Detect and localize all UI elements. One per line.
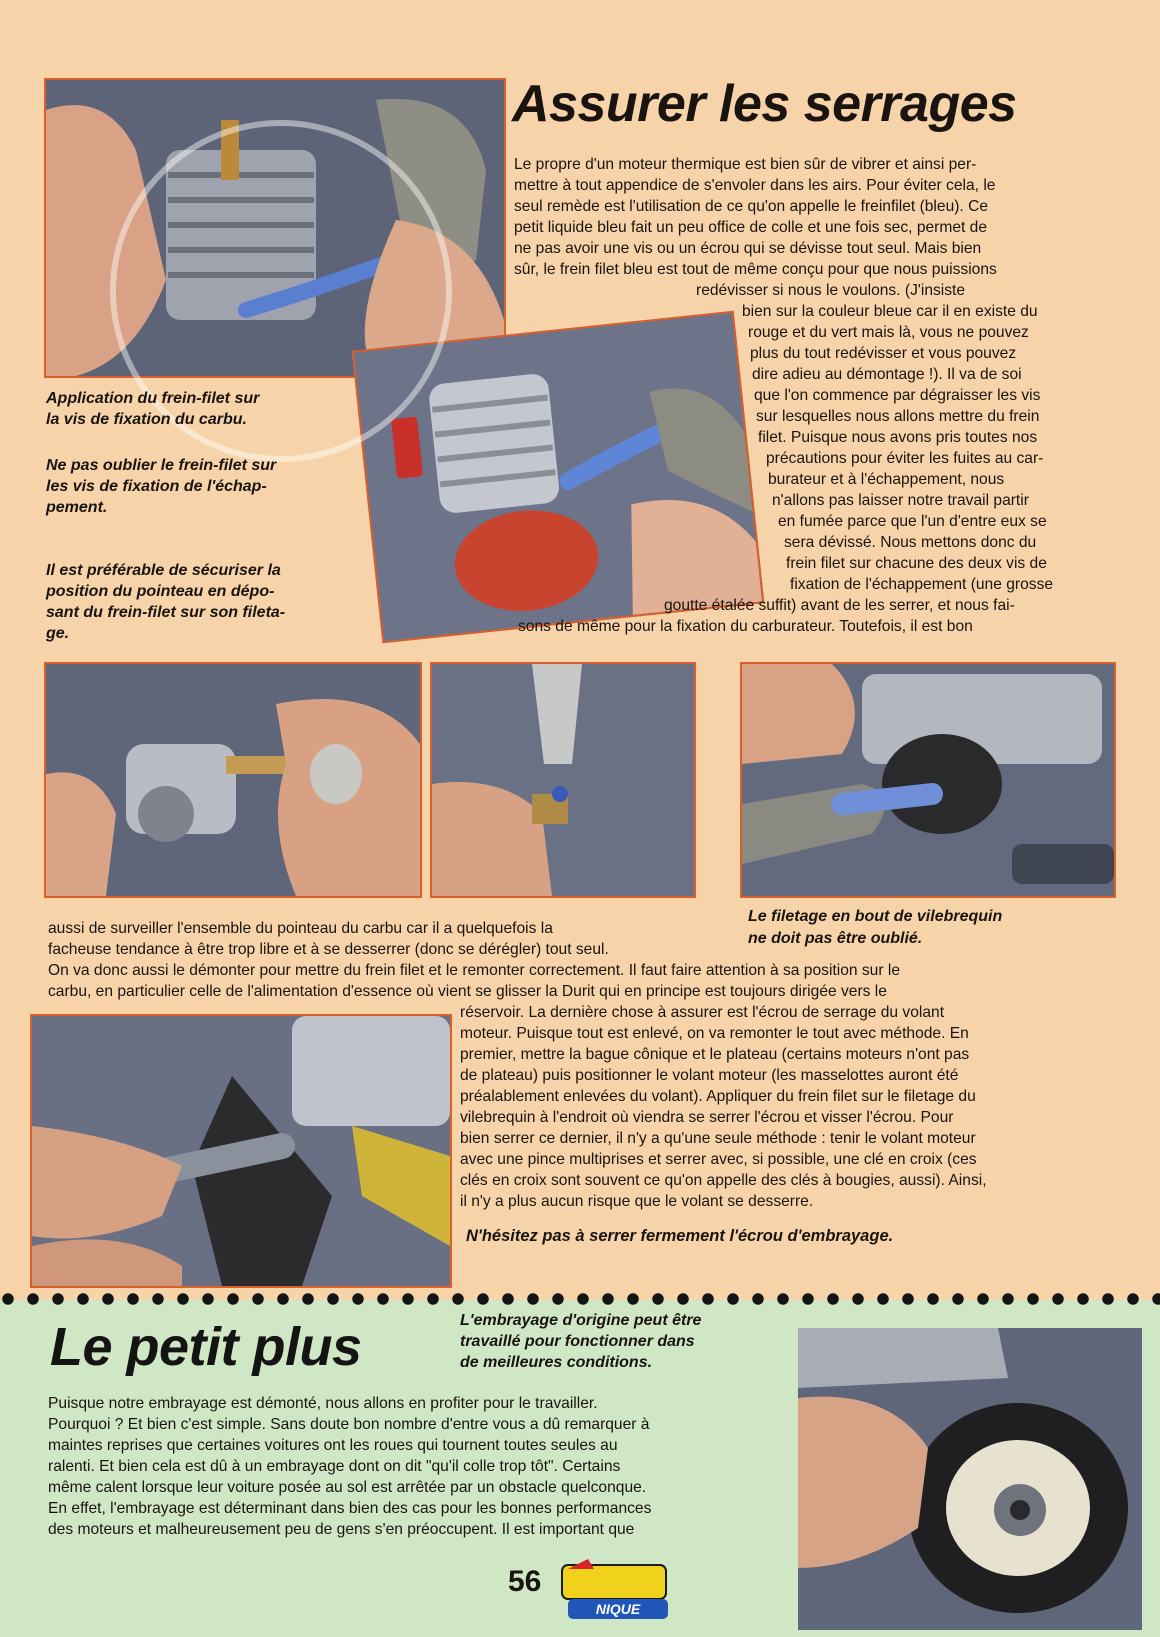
caption-line: L'embrayage d'origine peut être [460, 1312, 702, 1329]
caption-line: la vis de fixation du carbu. [46, 411, 247, 428]
body-line: clés en croix sont souvent ce qu'on appelle des clés à bougies, aussi). Ainsi, [460, 1172, 987, 1189]
body-line: plus du tout redévisser et vous pouvez [750, 345, 1017, 362]
intro-line: seul remède est l'utilisation de ce qu'on appelle le freinfilet (bleu). Ce [514, 198, 989, 215]
logo-text: NIQUE [595, 1601, 641, 1617]
body-line: filet. Puisque nous avons pris toutes nos [758, 429, 1038, 446]
caption-line: pement. [46, 499, 108, 516]
body-line: fixation de l'échappement (une grosse [790, 576, 1054, 593]
body-line: On va donc aussi le démonter pour mettre du frein filet et le remonter correctement. Il faut faire attention à sa position sur le [48, 962, 901, 979]
caption-line: position du pointeau en dépo- [46, 583, 275, 600]
caption-line: ge. [46, 625, 70, 642]
body-line: aussi de surveiller l'ensemble du pointeau du carbu car il a quelquefois la [48, 920, 553, 937]
intro-line: Le propre d'un moteur thermique est bien sûr de vibrer et ainsi per- [514, 156, 977, 173]
intro-line: mettre à tout appendice de s'envoler dans les airs. Pour éviter cela, le [514, 177, 996, 194]
caption-line: les vis de fixation de l'échap- [46, 478, 267, 495]
body-line: précautions pour éviter les fuites au car- [766, 450, 1044, 467]
sidebar-line: maintes reprises que certaines voitures ont les roues qui tournent toutes seules au [48, 1437, 618, 1454]
body-line: sons de même pour la fixation du carburateur. Toutefois, il est bon [518, 618, 973, 635]
caption-line: sant du frein-filet sur son fileta- [46, 604, 286, 621]
dotted-divider [0, 1291, 1160, 1307]
body-line: bien sur la couleur bleue car il en existe du [742, 303, 1038, 320]
caption-line: Ne pas oublier le frein-filet sur [46, 457, 277, 474]
body-line: de plateau) puis positionner le volant moteur (les masselottes auront été [460, 1067, 959, 1084]
caption-line: travaillé pour fonctionner dans [460, 1333, 695, 1350]
body-line: que l'on commence par dégraisser les vis [754, 387, 1041, 404]
body-line: moteur. Puisque tout est enlevé, on va remonter le tout avec méthode. En [460, 1025, 969, 1042]
caption-line: de meilleures conditions. [460, 1354, 653, 1371]
body-line: facheuse tendance à être trop libre et à se desserrer (donc se dérégler) tout seul. [48, 941, 609, 958]
magazine-logo [558, 1555, 676, 1621]
body-line: goutte étalée suffit) avant de les serrer, et nous fai- [664, 597, 1015, 614]
sidebar-line: même calent lorsque leur voiture posée au sol est arrêtée par un obstacle quelconque. [48, 1479, 647, 1496]
sidebar-line: des moteurs et malheureusement peu de gens s'en préoccupent. Il est important que [48, 1521, 635, 1538]
body-line: réservoir. La dernière chose à assurer est l'écrou de serrage du volant [460, 1004, 945, 1021]
body-line: redévisser si nous le voulons. (J'insiste [696, 282, 966, 299]
intro-line: ne pas avoir une vis ou un écrou qui se dévisse tout seul. Mais bien [514, 240, 982, 257]
body-line: sur lesquelles nous allons mettre du frein [756, 408, 1040, 425]
caption-line: Le filetage en bout de vilebrequin [748, 908, 1003, 925]
sidebar-line: Puisque notre embrayage est démonté, nous allons en profiter pour le travailler. [48, 1395, 598, 1412]
body-line: n'allons pas laisser notre travail partir [772, 492, 1029, 509]
intro-line: sûr, le frein filet bleu est tout de même conçu pour que nous puissions [514, 261, 997, 278]
body-line: carbu, en particulier celle de l'alimentation d'essence où vient se glisser la Durit qui en principe est toujours dirigée vers le [48, 983, 887, 1000]
body-line: burateur et à l'échappement, nous [768, 471, 1005, 488]
sidebar-line: ralenti. Et bien cela est dû à un embrayage dont on dit "qu'il colle trop tôt". Certains [48, 1458, 621, 1475]
intro-line: petit liquide bleu fait un peu office de colle et une fois sec, permet de [514, 219, 988, 236]
body-line: frein filet sur chacune des deux vis de [786, 555, 1047, 572]
body-line: dire adieu au démontage !). Il va de soi [752, 366, 1022, 383]
page-number: 56 [508, 1565, 542, 1598]
photo-carbu-frein-filet [44, 78, 506, 378]
body-line: vilebrequin à l'endroit où viendra se serrer l'écrou et visser l'écrou. Pour [460, 1109, 954, 1126]
body-line: en fumée parce que l'un d'entre eux se [778, 513, 1047, 530]
sidebar-line: En effet, l'embrayage est déterminant dans bien des cas pour les bonnes performances [48, 1500, 652, 1517]
body-line: il n'y a plus aucun risque que le volant se desserre. [460, 1193, 814, 1210]
photo-vilebrequin [740, 662, 1116, 898]
caption-line: Il est préférable de sécuriser la [46, 562, 281, 579]
photo-pointeau-frein-filet [430, 662, 696, 898]
photo-pointeau-demontage [44, 662, 422, 898]
body-line: sera dévissé. Nous mettons donc du [784, 534, 1037, 551]
article-title: Assurer les serrages [512, 75, 1017, 133]
photo-volant-moteur [30, 1014, 452, 1288]
sidebar-line: Pourquoi ? Et bien c'est simple. Sans doute bon nombre d'entre vous a dû remarquer à [48, 1416, 650, 1433]
photo-echappement-frein-filet [352, 311, 765, 644]
closing-caption: N'hésitez pas à serrer fermement l'écrou d'embrayage. [466, 1227, 894, 1245]
body-line: rouge et du vert mais là, vous ne pouvez [748, 324, 1029, 341]
caption-line: ne doit pas être oublié. [748, 930, 923, 947]
caption-line: Application du frein-filet sur [46, 390, 260, 407]
body-line: préalablement enlevées du volant). Appliquer du frein filet sur le filetage du [460, 1088, 976, 1105]
body-line: bien serrer ce dernier, il n'y a qu'une seule méthode : tenir le volant moteur [460, 1130, 976, 1147]
photo-embrayage [796, 1326, 1144, 1632]
body-line: avec une pince multiprises et serrer avec, si possible, une clé en croix (ces [460, 1151, 977, 1168]
sidebar-title: Le petit plus [50, 1317, 362, 1377]
body-line: premier, mettre la bague cônique et le plateau (certains moteurs n'ont pas [460, 1046, 970, 1063]
